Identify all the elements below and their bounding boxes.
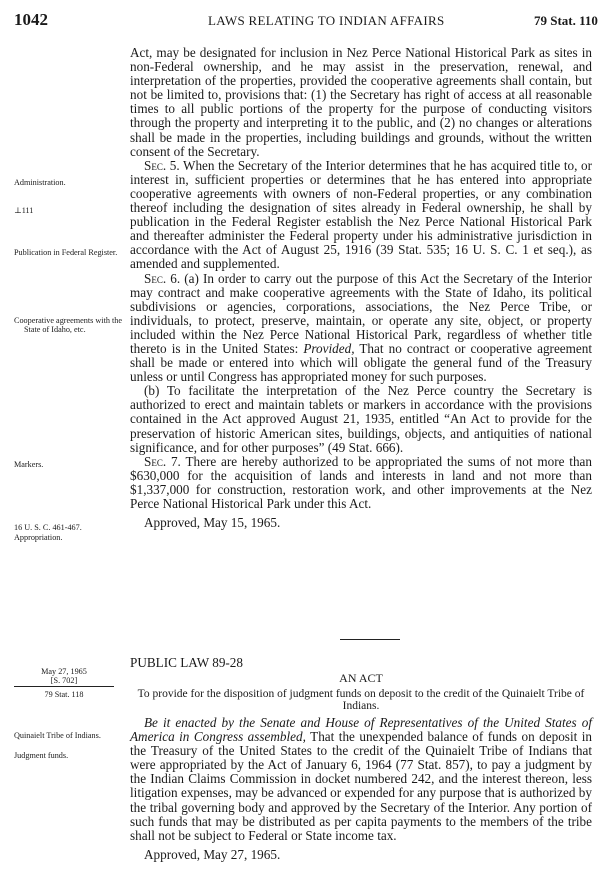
act-purpose: To provide for the disposition of judgment funds on deposit to the credit of the Quinaielt Tribe of Indians. [137, 688, 585, 713]
section-6a [130, 272, 592, 385]
running-title: LAWS RELATING TO INDIAN AFFAIRS [208, 13, 445, 28]
sec6a-text-before: (a) In order to carry out the purpose of this Act the Secretary of the Interior may contract and make cooperative agreements with the State of Idaho, its political subdivisions or agencies, corporations, associations, the Nez Perce Tribe, or individuals, to protect, preserve, maintain, or operate any site, object, or property included within the Nez Perce National Historical Park, regardless of whether title thereto is in the United States: [130, 270, 593, 356]
sec7-text: There are hereby authorized to be appropriated the sums of not more than $630,000 for the acquisition of lands and interests in land and not more than $1,337,000 for construction, restoration work, and other improvements at the Nez Perce National Historical Park under this Act. [130, 453, 592, 511]
law2-body-text: That the unexpended balance of funds on deposit in the Treasury of the United States to the credit of the Quinaielt Tribe of Indians that were appropriated by the Act of January 6, 1964 (77 Stat. 857), to pay a judgment by the Indian Claims Commission in docket numbered 242, and the interest thereon, less litigation expenses, may be advanced or expended for any purpose that is authorized by the tribal governing body and approved by the Secretary of the Interior. Any portion of such funds that may be distributed as per capita payments to the members of the tribe shall not be subject to Federal or State income tax. [130, 729, 592, 843]
law2-heading [130, 656, 592, 712]
an-act-heading: AN ACT [339, 671, 383, 686]
sec6a-text-after: That no contract or cooperative agreement shall be made or entered into which will obligate the general fund of the Treasury unless or until Congress has appropriated money for such purposes. [130, 340, 593, 385]
sec7-label: Sec. 7. [144, 453, 181, 469]
approved-2: Approved, May 27, 1965. [144, 846, 281, 862]
sec5-label: Sec. 5. [144, 157, 180, 173]
law1-continuation [130, 46, 592, 530]
note-markers: Markers. [14, 460, 44, 469]
note-usc: 16 U. S. C. 461-467. [14, 523, 82, 532]
note-cooperative-text: Cooperative agreements with the State of Idaho, etc. [14, 316, 122, 334]
law2-text [130, 716, 592, 843]
approved-1: Approved, May 15, 1965. [144, 515, 281, 531]
sec5-text: When the Secretary of the Interior determines that he has acquired title to, or interest in, sufficient properties or determines that he has entered into appropriate cooperative agreements with owners of non-Federal properties, or any combination thereof including the designation of sites already in Federal ownership, he shall by publication in the Federal Register establish the Nez Perce National Historical Park and thereafter administer the Federal property under his administrative jurisdiction in accordance with the Act of August 25, 1916 (39 Stat. 535; 16 U. S. C. 1 et seq.), as amended and supplemented. [130, 157, 592, 272]
note-publication-text: Publication in Federal Register. [14, 248, 118, 257]
note-publication [14, 248, 124, 257]
sec6-label: Sec. 6. [144, 270, 181, 286]
note-appropriation: Appropriation. [14, 533, 63, 542]
law2-body [130, 716, 592, 862]
note-tribe-text: Quinaielt Tribe of Indians. [14, 731, 101, 740]
note-tribe [14, 731, 124, 740]
margin-rule [14, 686, 114, 687]
note-bill: [S. 702] [50, 676, 78, 685]
enacting-clause: Be it enacted by the Senate and House of Representatives of the United States of America in Congress assembled, [130, 715, 592, 745]
stat-reference: 79 Stat. 110 [534, 13, 598, 28]
note-law2-date [18, 667, 110, 685]
page-number: 1042 [14, 10, 48, 29]
section-7 [130, 455, 592, 511]
note-date: May 27, 1965 [41, 667, 87, 676]
note-stat: 79 Stat. 118 [44, 690, 84, 699]
note-cooperative [14, 316, 124, 334]
separator-rule [340, 639, 400, 640]
sec6a-proviso: Provided, [303, 340, 355, 356]
section-6b: (b) To facilitate the interpretation of the Nez Perce country the Secretary is authorized to erect and maintain tablets or markers in accordance with the provisions contained in the Act approved August 21, 1935, entitled “An Act to provide for the preservation of historic American sites, buildings, objects, and antiquities of national significance, and for other purposes” (49 Stat. 666). [130, 383, 592, 455]
public-law-number: PUBLIC LAW 89-28 [130, 655, 243, 670]
intro-paragraph: Act, may be designated for inclusion in Nez Perce National Historical Park as sites in non-Federal ownership, and he may assist in the preservation, renewal, and interpretation of the properties, provided the cooperative agreements shall contain, but not be limited to, provisions that: (1) the Secretary has right of access at all reasonable times to all public portions of the property for the purpose of conducting visitors through the property and interpreting it to the public, and (2) no changes or alterations shall be made in the properties, including buildings and grounds, without the written consent of the Secretary. [130, 45, 592, 159]
note-judgment: Judgment funds. [14, 751, 69, 760]
note-cite-111: ⊥111 [14, 206, 34, 215]
section-5 [130, 159, 592, 272]
note-administration: Administration. [14, 178, 66, 187]
